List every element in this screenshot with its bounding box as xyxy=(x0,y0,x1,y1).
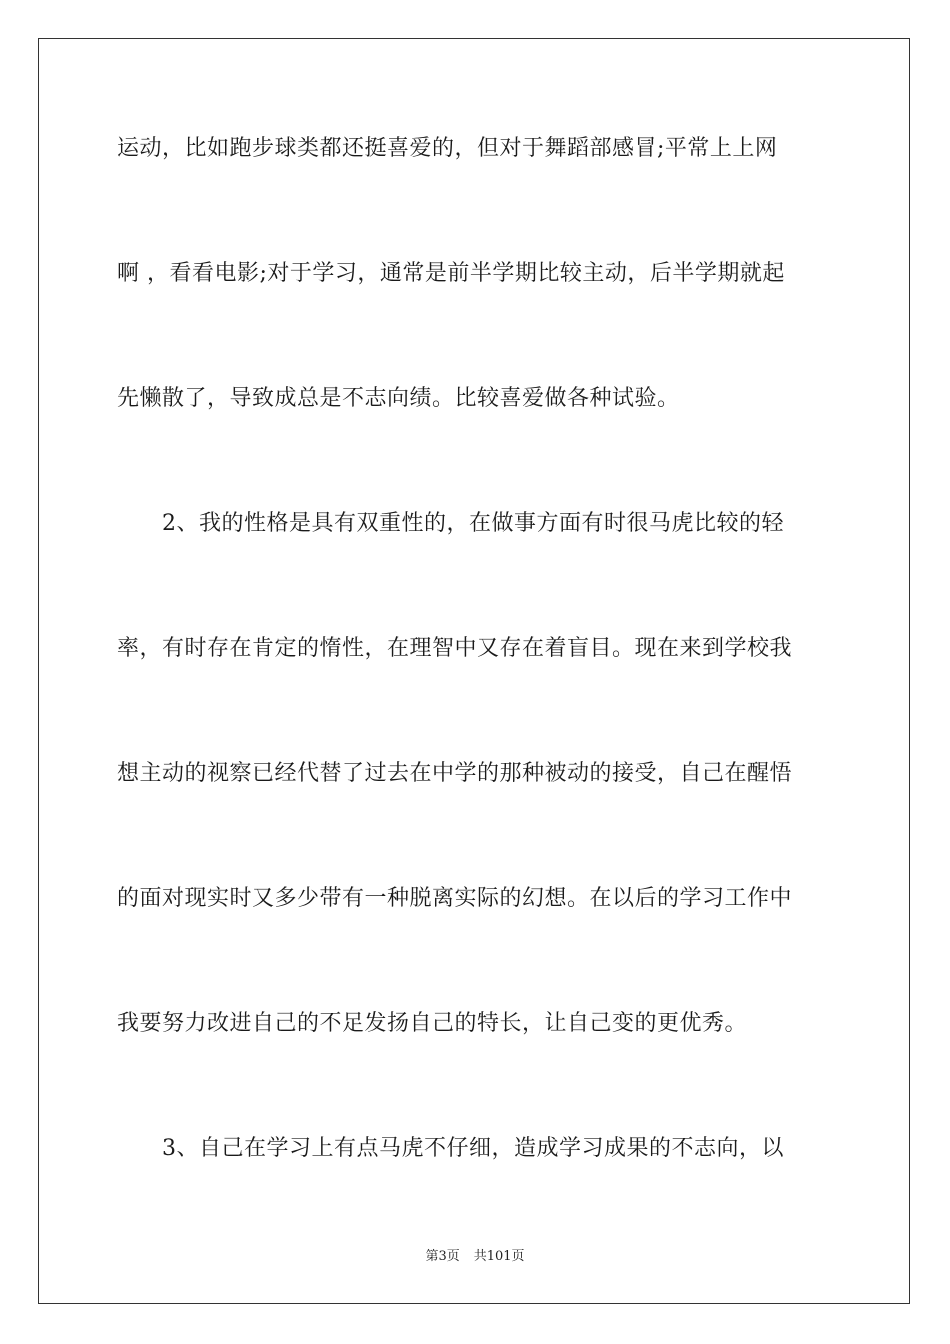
body-text-line: 的面对现实时又多少带有一种脱离实际的幻想。在以后的学习工作中 xyxy=(117,886,793,911)
body-text-line: 3、自己在学习上有点马虎不仔细，造成学习成果的不志向，以 xyxy=(117,1136,784,1161)
body-text-line: 率，有时存在肯定的惰性，在理智中又存在着盲目。现在来到学校我 xyxy=(117,636,793,661)
body-text-line: 我要努力改进自己的不足发扬自己的特长，让自己变的更优秀。 xyxy=(117,1011,748,1036)
body-text-line: 啊 ，看看电影;对于学习，通常是前半学期比较主动，后半学期就起 xyxy=(117,261,785,286)
total-pages: 共101页 xyxy=(473,1249,525,1264)
current-page-number: 第3页 xyxy=(425,1249,460,1264)
body-text-line: 2、我的性格是具有双重性的，在做事方面有时很马虎比较的轻 xyxy=(117,511,784,536)
body-text-line: 想主动的视察已经代替了过去在中学的那种被动的接受，自己在醒悟 xyxy=(117,761,793,786)
body-text-line: 先懒散了，导致成总是不志向绩。比较喜爱做各种试验。 xyxy=(117,386,680,411)
page-footer xyxy=(0,1248,950,1266)
body-text-line: 运动，比如跑步球类都还挺喜爱的，但对于舞蹈部感冒;平常上上网 xyxy=(117,136,778,161)
page-border xyxy=(38,38,910,1304)
